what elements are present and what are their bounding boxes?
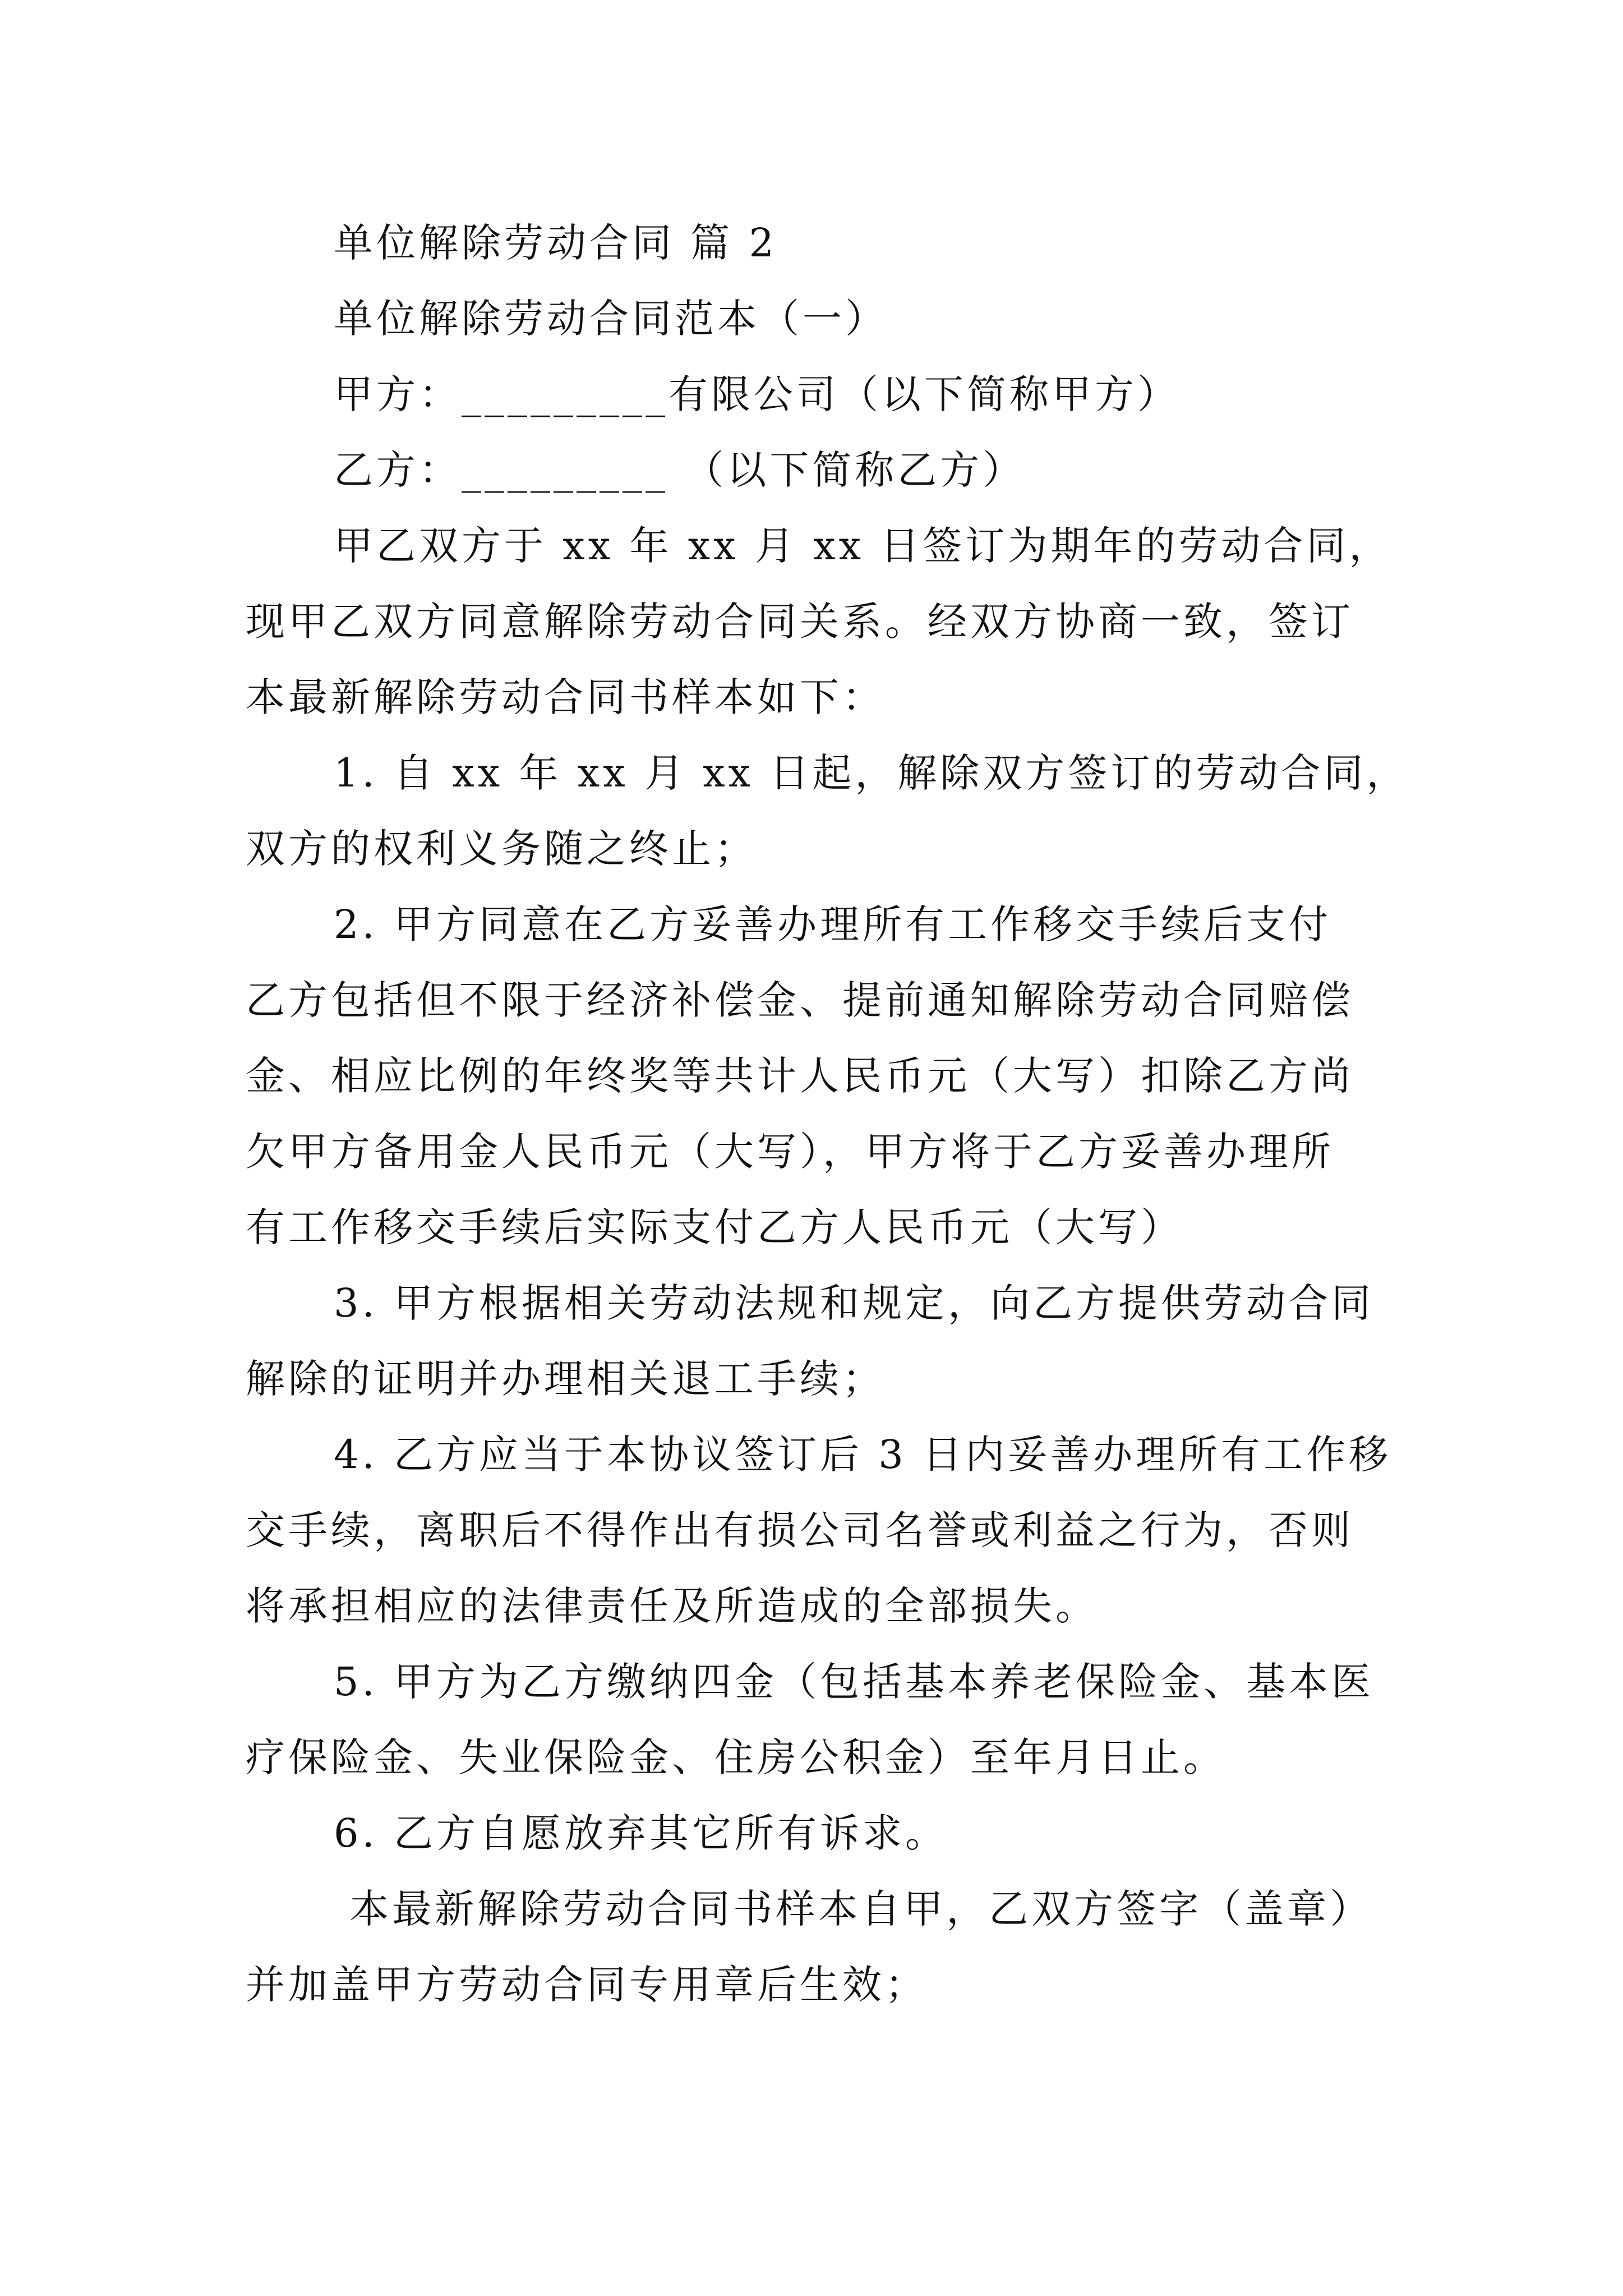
clause-1-line: 1. 自 xx 年 xx 月 xx 日起，解除双方签订的劳动合同， (334, 750, 1409, 796)
clause-1-line: 双方的权利义务随之终止； (246, 826, 757, 872)
closing-line: 本最新解除劳动合同书样本自甲，乙双方签字（盖章） (334, 1886, 1373, 1932)
clause-4-line: 将承担相应的法律责任及所造成的全部损失。 (246, 1583, 1098, 1629)
clause-2-line: 金、相应比例的年终奖等共计人民币元（大写）扣除乙方尚 (246, 1053, 1354, 1099)
clause-4-line: 4. 乙方应当于本协议签订后 3 日内妥善办理所有工作移 (334, 1432, 1392, 1478)
closing-line: 并加盖甲方劳动合同专用章后生效； (246, 1962, 928, 2008)
clause-2-line: 欠甲方备用金人民币元（大写），甲方将于乙方妥善办理所 (246, 1129, 1334, 1175)
document-title: 单位解除劳动合同 篇 2 (334, 220, 778, 266)
clause-6-line: 6. 乙方自愿放弃其它所有诉求。 (334, 1810, 948, 1856)
clause-3-line: 解除的证明并办理相关退工手续； (246, 1356, 885, 1402)
intro-line: 甲乙双方于 xx 年 xx 月 xx 日签订为期年的劳动合同， (334, 523, 1392, 569)
clause-5-line: 疗保险金、失业保险金、住房公积金）至年月日止。 (246, 1734, 1226, 1780)
clause-2-line: 乙方包括但不限于经济补偿金、提前通知解除劳动合同赔偿 (246, 977, 1354, 1023)
party-a-line: 甲方：_________有限公司（以下简称甲方） (334, 371, 1180, 417)
clause-2-line: 2. 甲方同意在乙方妥善办理所有工作移交手续后支付 (334, 901, 1332, 947)
clause-5-line: 5. 甲方为乙方缴纳四金（包括基本养老保险金、基本医 (334, 1659, 1375, 1705)
clause-4-line: 交手续，离职后不得作出有损公司名誉或利益之行为，否则 (246, 1507, 1354, 1553)
document-subtitle: 单位解除劳动合同范本（一） (334, 296, 888, 342)
clause-2-line: 有工作移交手续后实际支付乙方人民币元（大写） (246, 1204, 1183, 1250)
intro-line: 现甲乙双方同意解除劳动合同关系。经双方协商一致，签订 (246, 599, 1354, 645)
intro-line: 本最新解除劳动合同书样本如下： (246, 674, 885, 720)
party-b-line: 乙方：_________ （以下简称乙方） (334, 447, 1026, 493)
clause-3-line: 3. 甲方根据相关劳动法规和规定，向乙方提供劳动合同 (334, 1280, 1375, 1326)
